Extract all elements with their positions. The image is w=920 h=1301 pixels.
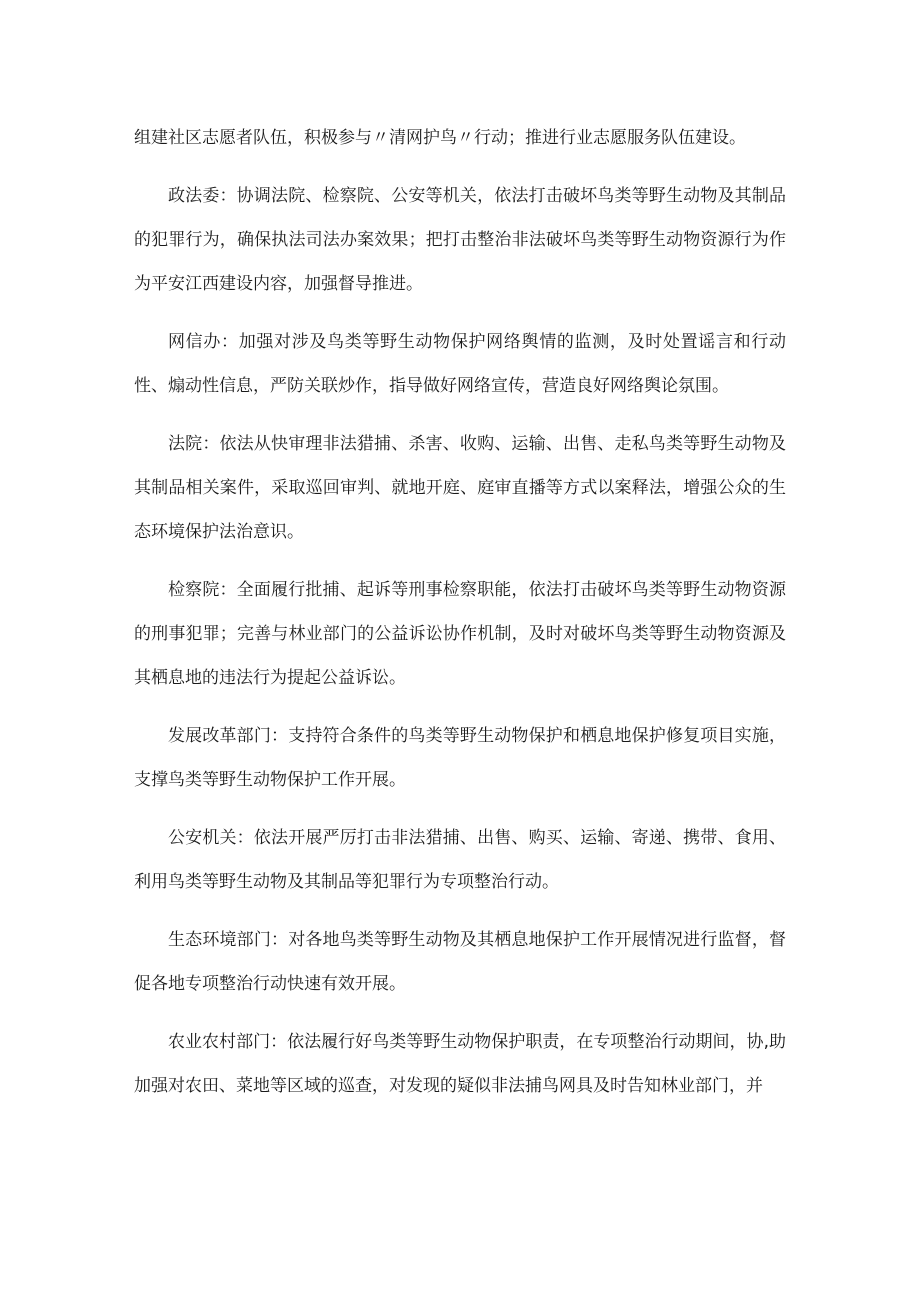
paragraph-ecology-environment: 生态环境部门：对各地鸟类等野生动物及其栖息地保护工作开展情况进行监督，督促各地专项整治行动快速有效开展。 xyxy=(134,930,786,994)
paragraph-agriculture-rural: 农业农村部门：依法履行好鸟类等野生动物保护职责，在专项整治行动期间，协,助加强对农田、菜地等区域的巡查，对发现的疑似非法捕鸟网具及时告知林业部门，并 xyxy=(134,1032,786,1096)
paragraph-public-security: 公安机关：依法开展严厉打击非法猎捕、出售、购买、运输、寄递、携带、食用、利用鸟类等野生动物及其制品等犯罪行为专项整治行动。 xyxy=(134,828,786,892)
paragraph-cyberspace-office: 网信办：加强对涉及鸟类等野生动物保护网络舆情的监测，及时处置谣言和行动性、煽动性信息，严防关联炒作，指导做好网络宣传，营造良好网络舆论氛围。 xyxy=(134,332,786,396)
paragraph-development-reform: 发展改革部门：支持符合条件的鸟类等野生动物保护和栖息地保护修复项目实施，支撑鸟类等野生动物保护工作开展。 xyxy=(134,726,786,790)
paragraph-volunteer-teams: 组建社区志愿者队伍，积极参与〃清网护鸟〃行动；推进行业志愿服务队伍建设。 xyxy=(134,128,746,148)
paragraph-procuratorate: 检察院：全面履行批捕、起诉等刑事检察职能，依法打击破坏鸟类等野生动物资源的刑事犯罪；完善与林业部门的公益诉讼协作机制，及时对破坏鸟类等野生动物资源及其栖息地的违法行为提起公益诉讼。 xyxy=(134,580,786,688)
paragraph-political-legal-committee: 政法委：协调法院、检察院、公安等机关，依法打击破坏鸟类等野生动物及其制品的犯罪行为，确保执法司法办案效果；把打击整治非法破坏鸟类等野生动物资源行为作为平安江西建设内容，加强督导推进。 xyxy=(134,186,786,294)
paragraph-court: 法院：依法从快审理非法猎捕、杀害、收购、运输、出售、走私鸟类等野生动物及其制品相关案件，采取巡回审判、就地开庭、庭审直播等方式以案释法，增强公众的生态环境保护法治意识。 xyxy=(134,434,786,542)
document-body xyxy=(134,116,786,1122)
